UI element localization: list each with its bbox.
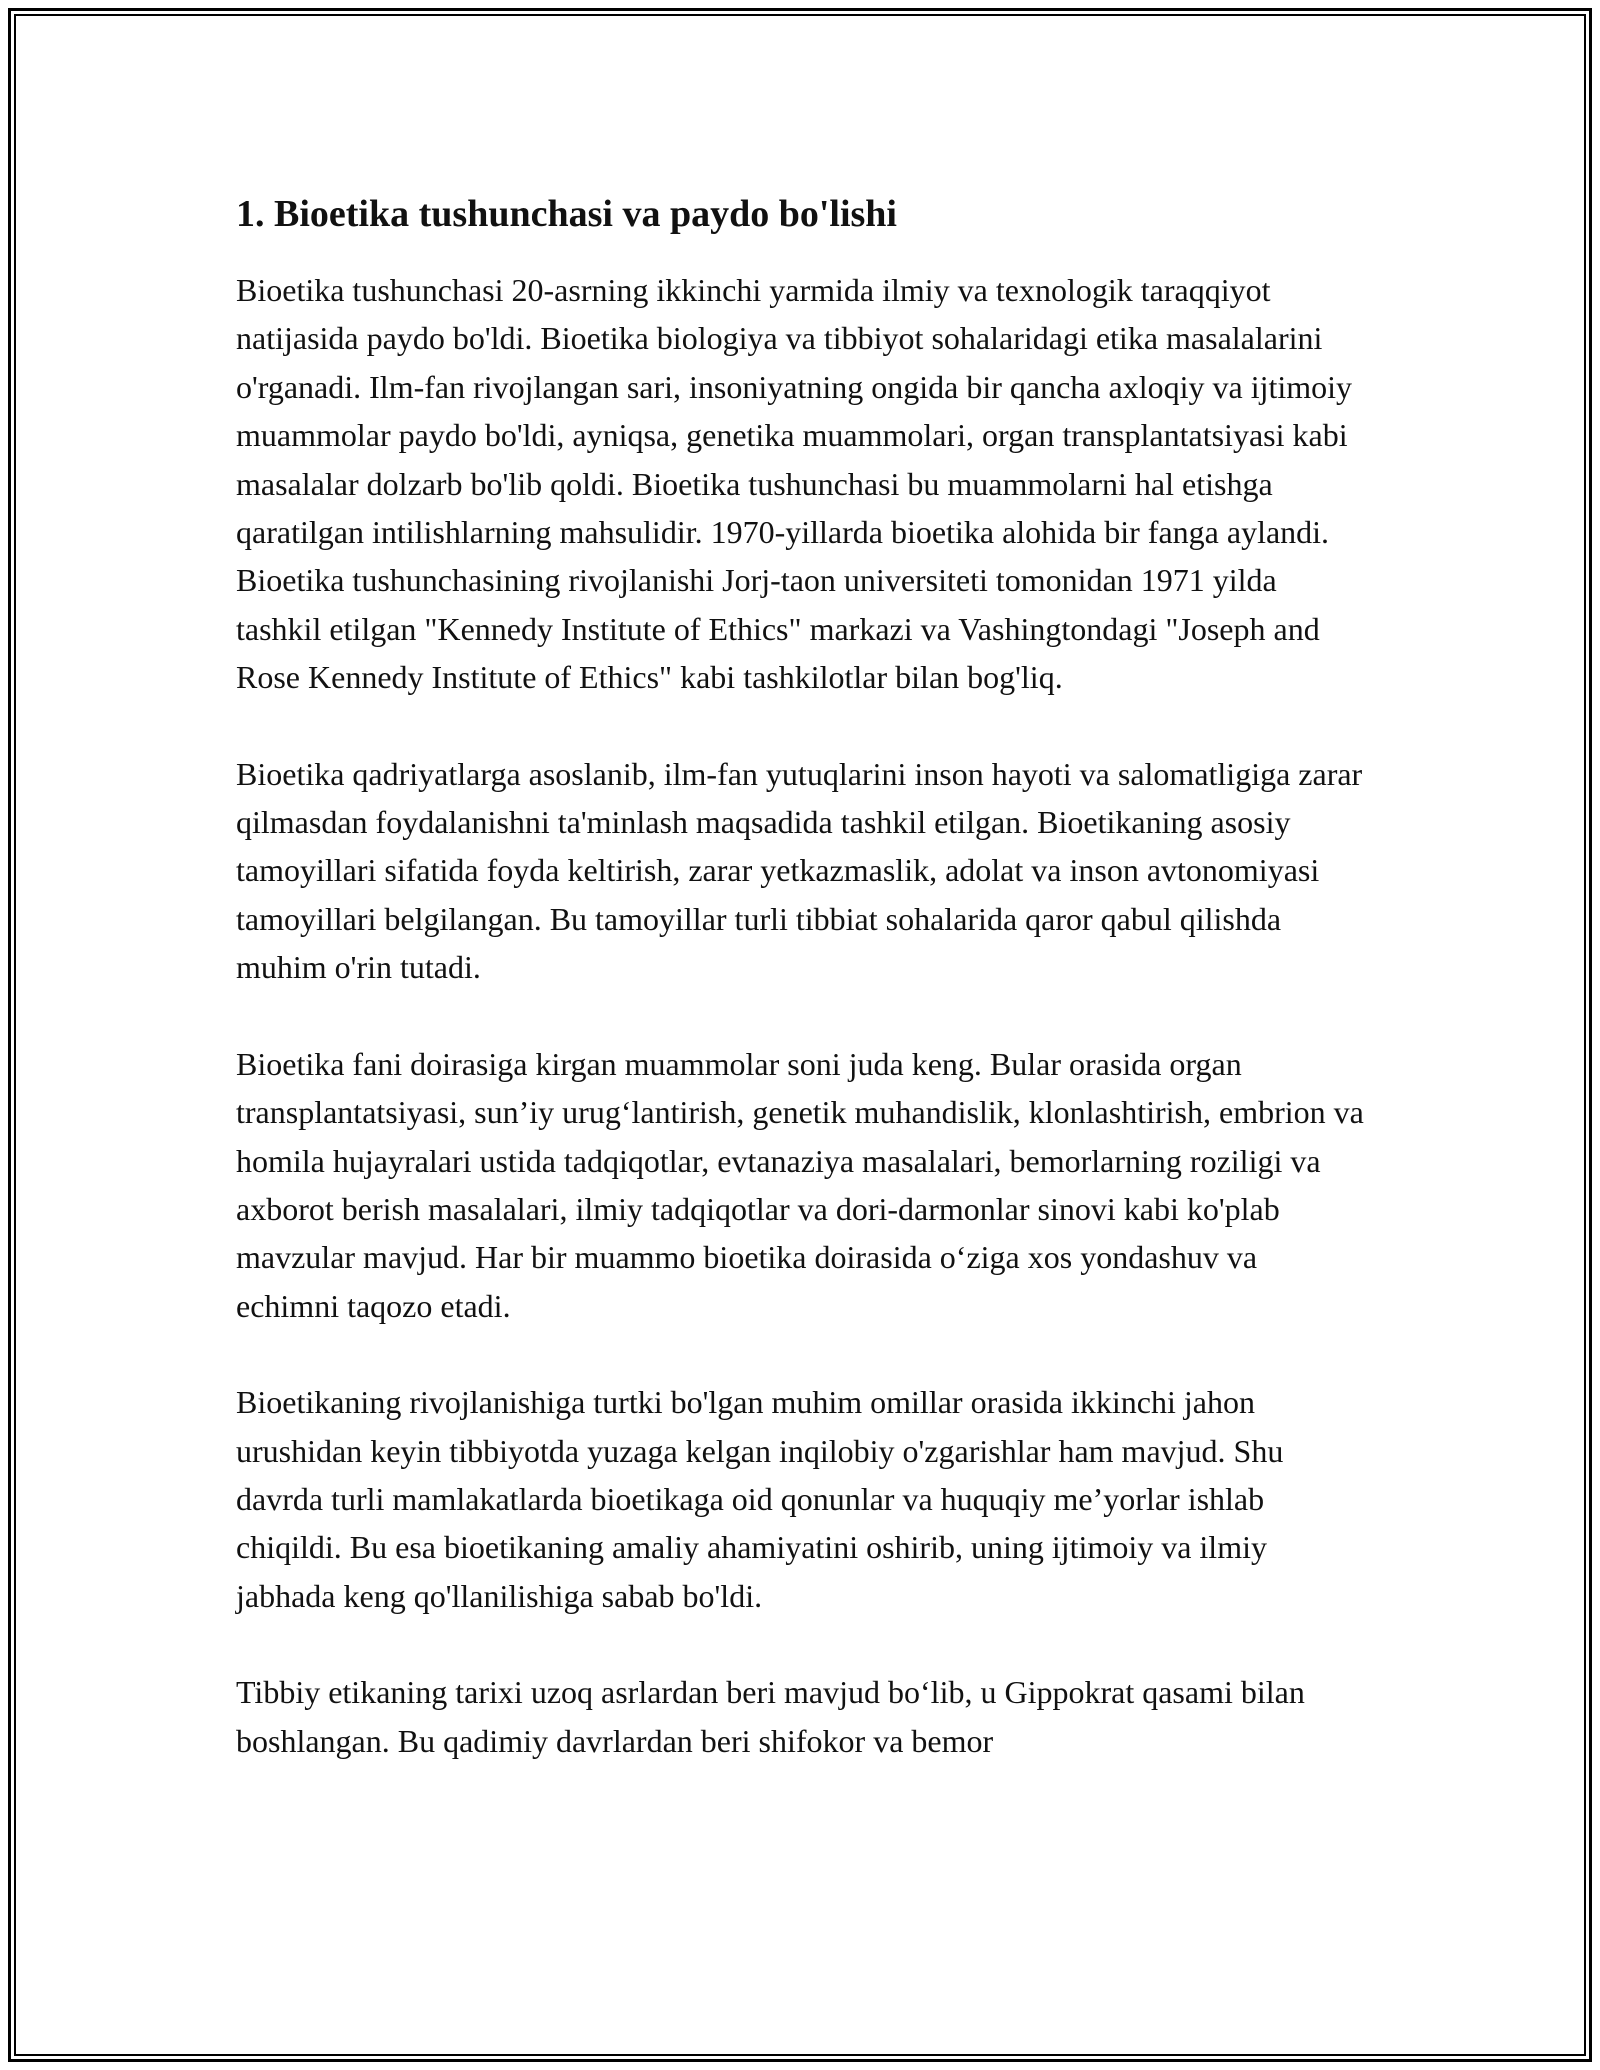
paragraph-2: Bioetika qadriyatlarga asoslanib, ilm-fan yutuqlarini inson hayoti va salomatligiga zarar qilmasdan foydalanishni ta'minlash maqsadida tashkil etilgan. Bioetikaning asosiy tamoyillari sifatida foyda keltirish, zarar yetkazmaslik, adolat va inson avtonomiyasi tamoyillari belgilangan. Bu tamoyillar turli tibbiat sohalarida qaror qabul qilishda muhim o'rin tutadi. bbox=[236, 755, 1363, 986]
paragraph-4: Bioetikaning rivojlanishiga turtki bo'lgan muhim omillar orasida ikkinchi jahon urushidan keyin tibbiyotda yuzaga kelgan inqilobiy o'zgarishlar ham mavjud. Shu davrda turli mamlakatlarda bioetikaga oid qonunlar va huquqiy me’yorlar ishlab chiqildi. Bu esa bioetikaning amaliy ahamiyatini oshirib, uning ijtimoiy va ilmiy jabhada keng qo'llanilishiga sabab bo'ldi. bbox=[236, 1384, 1284, 1614]
paragraph-1: Bioetika tushunchasi 20-asrning ikkinchi yarmida ilmiy va texnologik taraqqiyot natijasida paydo bo'ldi. Bioetika biologiya va tibbiyot sohalaridagi etika masalalarini o'rganadi. Ilm-fan rivojlangan sari, insoniyatning ongida bir qancha axloqiy va ijtimoiy muammolar paydo bo'ldi, ayniqsa, genetika muammolari, organ transplantatsiyasi kabi masalalar dolzarb bo'lib qoldi. Bioetika tushunchasi bu muammolarni hal etishga qaratilgan intilishlarning mahsulidir. 1970-yillarda bioetika alohida bir fanga aylandi. Bioetika tushunchasining rivojlanishi Jorj-taon universiteti tomonidan 1971 yilda tashkil etilgan "Kennedy Institute of Ethics" markazi va Vashingtondagi "Joseph and Rose Kennedy Institute of Ethics" kabi tashkilotlar bilan bog'liq. bbox=[236, 272, 1353, 696]
paragraph-5: Tibbiy etikaning tarixi uzoq asrlardan beri mavjud bo‘lib, u Gippokrat qasami bilan boshlangan. Bu qadimiy davrlardan beri shifokor va bemor bbox=[236, 1674, 1305, 1759]
section-heading: 1. Bioetika tushunchasi va paydo bo'lishi bbox=[236, 193, 897, 235]
paragraph-3: Bioetika fani doirasiga kirgan muammolar soni juda keng. Bular orasida organ transplantatsiyasi, sun’iy urug‘lantirish, genetik muhandislik, klonlashtirish, embrion va homila hujayralari ustida tadqiqotlar, evtanaziya masalalari, bemorlarning roziligi va axborot berish masalalari, ilmiy tadqiqotlar va dori-darmonlar sinovi kabi ko'plab mavzular mavjud. Har bir muammo bioetika doirasida o‘ziga xos yondashuv va echimni taqozo etadi. bbox=[236, 1045, 1364, 1324]
document-body bbox=[236, 186, 1366, 1813]
